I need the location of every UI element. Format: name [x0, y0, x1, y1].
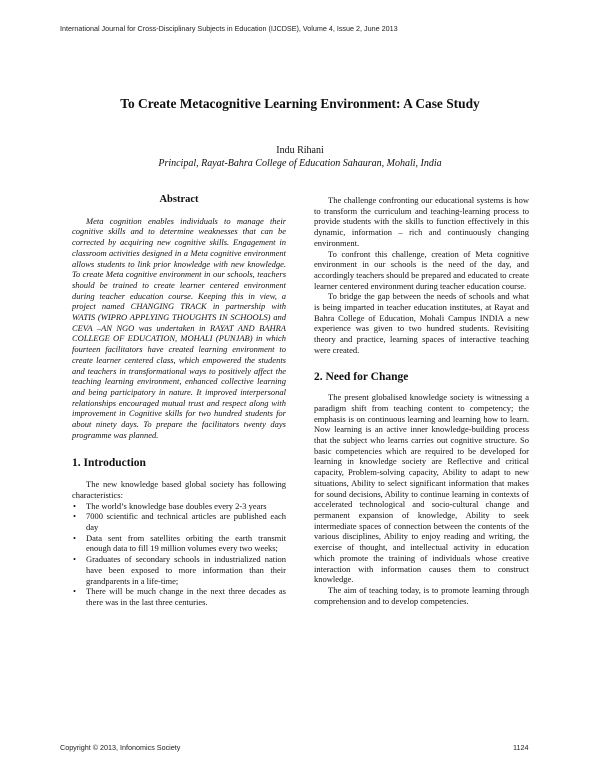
introduction-heading: 1. Introduction	[72, 457, 146, 470]
paragraph: To bridge the gap between the needs of schools and what is being imparted in teacher education institutes, at Rayat and Bahra College of Education, Mohali Campus INDIA a new experience was given to two hundred students. Revisiting theory and practice, learning spaces of interactive teaching were created.	[314, 291, 529, 355]
abstract-text: Meta cognition enables individuals to manage their cognitive skills and to determine weaknesses that can be corrected by acquiring new cognitive skills. Engagement in classroom activities designed in a Meta cognitive environment allows students to link prior knowledge with new knowledge. To create Meta cognitive environment in our schools, teachers should be trained to create learner centered environment during teacher education course. Keeping this in view, a project named CHANGING TRACK in partnership with WATIS (WIPRO APPLYING THOUGHTS IN SCHOOLS) and CEVA –AN NGO was undertaken in RAYAT AND BAHRA COLLEGE OF EDUCATION, MOHALI (PUNJAB) in which fourteen facilitators have created learning environment to create learner centered class, which empowered the students and teachers in transformational ways to positively affect the teaching learning environment, enhanced collective learning and being participatory in nature. It improved interpersonal relationships encouraged mutual trust and respect along with improvement in Cognitive skills for two hundred students for about ninety days. To prepare the facilitators twenty days programme was planned.	[72, 215, 286, 440]
journal-header: International Journal for Cross-Disciplinary Subjects in Education (IJCDSE), Volume 4, Issue 2, June 2013	[60, 24, 398, 33]
abstract-heading: Abstract	[159, 194, 199, 205]
characteristics-list	[72, 501, 286, 608]
page-number: 1124	[513, 743, 529, 752]
paragraph: The aim of teaching today, is to promote learning through comprehension and to develop competencies.	[314, 584, 529, 606]
paragraph: The challenge confronting our educational systems is how to transform the curriculum and teaching-learning process to provide students with the skills to function effectively in this dynamic, information – rich and continuously changing environment.	[314, 195, 529, 248]
list-item: • Graduates of secondary schools in industrialized nation have been exposed to more information than their grandparents in a life-time;	[72, 554, 286, 586]
copyright-footer: Copyright © 2013, Infonomics Society	[60, 743, 181, 752]
paragraph: The present globalised knowledge society is witnessing a paradigm shift from teaching content to competency; the emphasis is on continuous learning and learning how to learn. Now learning is an active inner knowledge-building process that the subject who learns carries out cognitive structure. So basic competencies which are required to be developed for learning in knowledge society are Reflective and critical capacity, Problem-solving capacity, Ability to adapt to new situations, Ability to select significant information that makes for sound decisions, Ability to continue learning in contexts of accelerated technological and socio-cultural change and permanent expansion of knowledge, Ability to seek intermediate spaces of connection between the contents of the various disciplines, Ability to enjoy reading and writing, the exercise of thought, and intellectual activity in education which promote the training of individuals whose creative interaction with information causes them to construct knowledge.	[314, 392, 529, 585]
need-for-change-heading: 2. Need for Change	[314, 370, 409, 383]
paper-title: To Create Metacognitive Learning Environment: A Case Study	[120, 96, 480, 111]
left-column	[72, 195, 286, 608]
list-item: • 7000 scientific and technical articles are published each day	[72, 511, 286, 532]
list-item: • The world’s knowledge base doubles every 2-3 years	[72, 501, 286, 512]
list-item: • Data sent from satellites orbiting the earth transmit enough data to fill 19 million volumes every two weeks;	[72, 533, 286, 554]
list-item: • There will be much change in the next three decades as there was in the last three centuries.	[72, 586, 286, 607]
introduction-text: The new knowledge based global society has following characteristics:	[72, 479, 286, 500]
author-affiliation: Principal, Rayat-Bahra College of Education Sahauran, Mohali, India	[158, 158, 442, 169]
author-name: Indu Rihani	[276, 145, 324, 156]
paragraph: To confront this challenge, creation of Meta cognitive environment in our schools is the need of the day, and accordingly teachers should be prepared and educated to create learner centered environment during teacher education course.	[314, 248, 529, 291]
right-column	[314, 195, 529, 606]
